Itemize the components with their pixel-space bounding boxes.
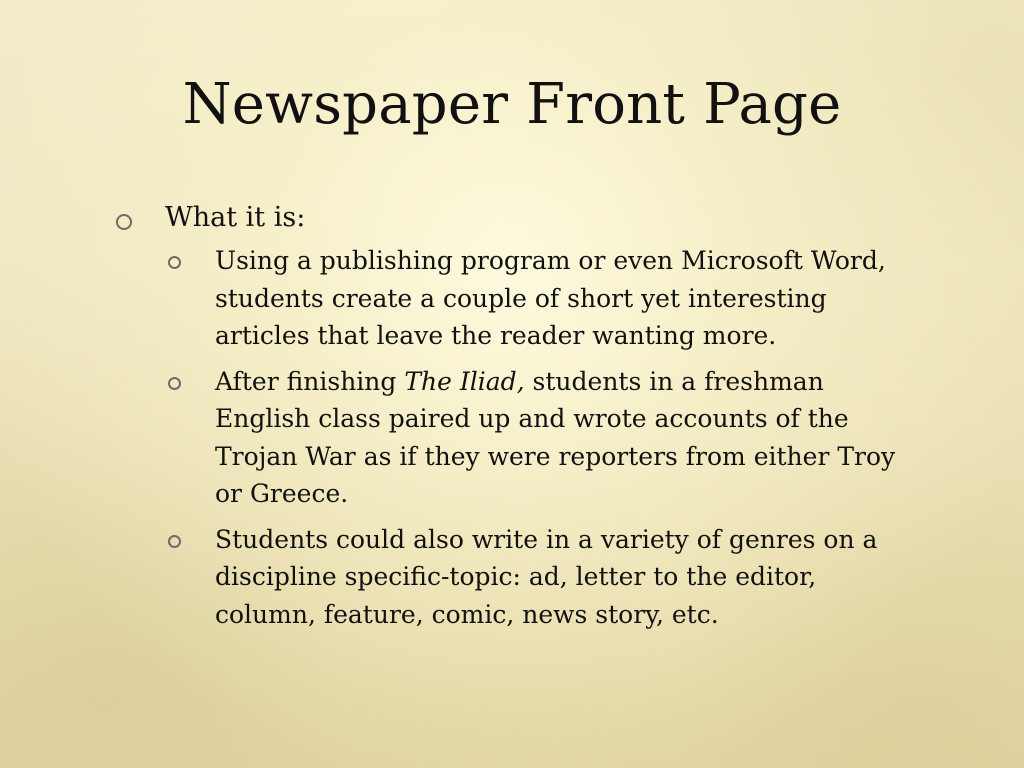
sub-bullet-list	[110, 242, 930, 633]
slide-content	[110, 198, 930, 641]
book-title-italic: The Iliad,	[404, 366, 525, 396]
sub-bullet	[110, 521, 915, 634]
hollow-circle-bullet-icon	[168, 377, 181, 390]
bullet-text: What it is:	[165, 202, 306, 233]
hollow-circle-bullet-icon	[168, 256, 181, 269]
sub-bullet	[110, 242, 915, 355]
slide-title: Newspaper Front Page	[182, 72, 842, 137]
sub-bullet-text: Using a publishing program or even Microsoft Word, students create a couple of short yet interesting articles that leave the reader wanting more.	[215, 246, 886, 350]
sub-bullet	[110, 363, 915, 513]
hollow-circle-bullet-icon	[116, 214, 132, 230]
bullet-level1	[110, 198, 930, 238]
sub-bullet-text: Students could also write in a variety of genres on a discipline specific-topic: ad, letter to the editor, column, feature, comic, news story, etc.	[215, 524, 878, 629]
hollow-circle-bullet-icon	[168, 535, 181, 548]
sub-bullet-text-after: students in a freshman English class paired up and wrote accounts of the Trojan War as if they were reporters from either Troy or Greece.	[215, 366, 896, 508]
sub-bullet-text-before: After finishing	[215, 366, 405, 396]
